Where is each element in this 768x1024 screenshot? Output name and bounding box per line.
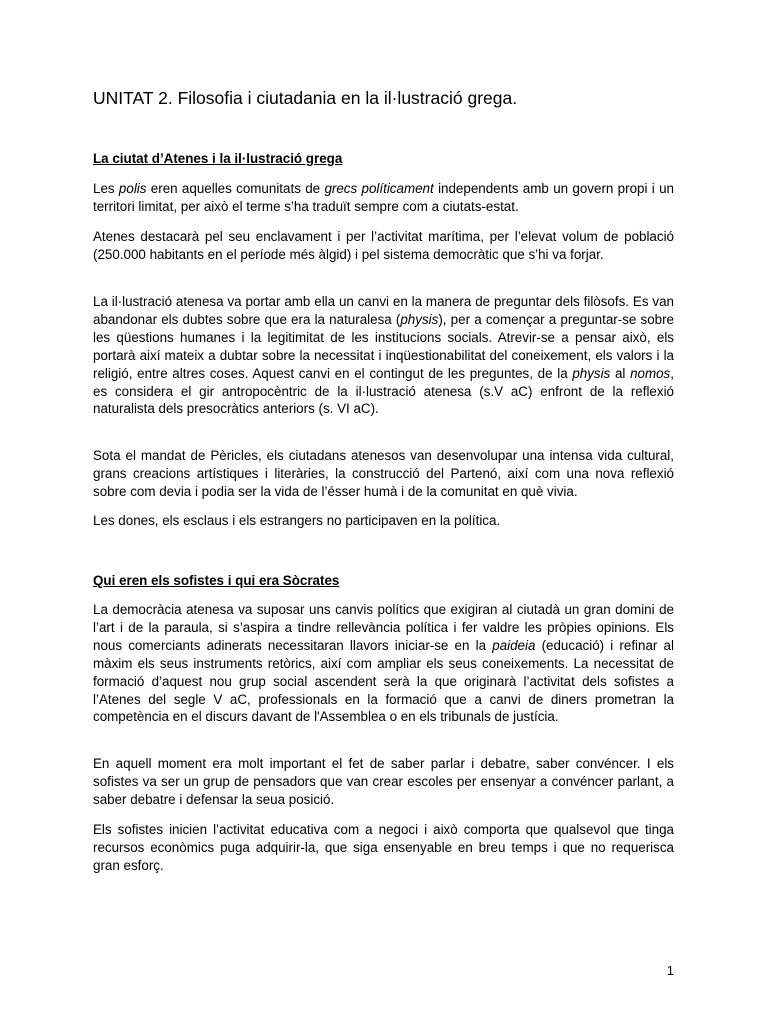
text-run: al xyxy=(610,365,631,381)
text-run: La il·lustració atenesa va portar amb ella un canvi en la manera de preguntar dels filòsofs. Es van abandonar els dubtes sobre que era la naturalesa ( xyxy=(93,294,674,327)
text-run: (educació) i refinar al màxim els seus instruments retòrics, així com ampliar els seus coneixements. La necessitat de formació d’aquest nou grup social ascendent serà la que originarà l’activitat dels sofistes a l’Atenes del segle V aC, professionals en la formació que a canvi de diners prometran la competència en el discurs davant de l'Assemblea o en els tribunals de justícia. xyxy=(93,637,674,725)
paragraph: Els sofistes inicien l’activitat educativa com a negoci i això comporta que qualsevol que tinga recursos econòmics puga adquirir-la, que siga ensenyable en breu temps i que no requerisca gran esforç. xyxy=(93,822,674,873)
text-run: eren aquelles comunitats de xyxy=(146,181,325,196)
text-run: independents amb un govern propi i un territori limitat, per això el terme s’ha traduït sempre com a ciutats-estat. xyxy=(93,181,674,214)
italic-term: grecs políticament xyxy=(324,181,434,196)
page-number: 1 xyxy=(666,963,674,978)
section-heading-sofistes: Qui eren els sofistes i qui era Sòcrates xyxy=(93,573,340,588)
section-heading-atenes: La ciutat d’Atenes i la il·lustració grega xyxy=(93,151,343,166)
paragraph: Sota el mandat de Pèricles, els ciutadans atenesos van desenvolupar una intensa vida cultural, grans creacions artístiques i literàries, la construcció del Partenó, així com una nova reflexió sobre com devia i podia ser la vida de l’ésser humà i de la comunitat en què vivia. xyxy=(93,448,674,499)
italic-term: physis xyxy=(572,365,611,381)
italic-term: physis xyxy=(400,311,439,327)
paragraph: Atenes destacarà pel seu enclavament i per l’activitat marítima, per l’elevat volum de població (250.000 habitants en el període més àlgid) i pel sistema democràtic que s’hi va forjar. xyxy=(93,229,674,262)
paragraph xyxy=(93,293,674,418)
text-run: Les xyxy=(93,181,119,196)
paragraph: Les dones, els esclaus i els estrangers no participaven en la política. xyxy=(93,513,501,528)
italic-term: paideia xyxy=(492,637,536,653)
text-run: , es considera el gir antropocèntric de la il·lustració atenesa (s.V aC) enfront de la reflexió naturalista dels presocràtics anteriors (s. VI aC). xyxy=(93,365,674,417)
document-title: UNITAT 2. Filosofia i ciutadania en la il·lustració grega. xyxy=(93,88,518,108)
text-run: La democràcia atenesa va suposar uns canvis polítics que exigiran al ciutadà un gran domini de l’art i de la paraula, si s’aspira a tindre rellevància política i fer valdre les pròpies opinions. Els nous comerciants adinerats necessitaran llavors iniciar-se en la xyxy=(93,602,674,653)
paragraph xyxy=(93,601,674,726)
paragraph xyxy=(93,180,674,216)
italic-term: nomos xyxy=(630,365,671,381)
italic-term: polis xyxy=(118,181,147,196)
paragraph: En aquell moment era molt important el fet de saber parlar i debatre, saber convéncer. I els sofistes va ser un grup de pensadors que van crear escoles per ensenyar a convéncer parlant, a saber debatre i defensar la seua posició. xyxy=(93,756,674,807)
text-run: ), per a començar a preguntar-se sobre les qüestions humanes i la legitimitat de les institucions socials. Atrevir-se a pensar això, els portarà així mateix a dubtar sobre la necessitat i inqüestionabilitat del coneixement, els valors i la religió, entre altres coses. Aquest canvi en el contingut de les preguntes, de la xyxy=(93,311,675,381)
